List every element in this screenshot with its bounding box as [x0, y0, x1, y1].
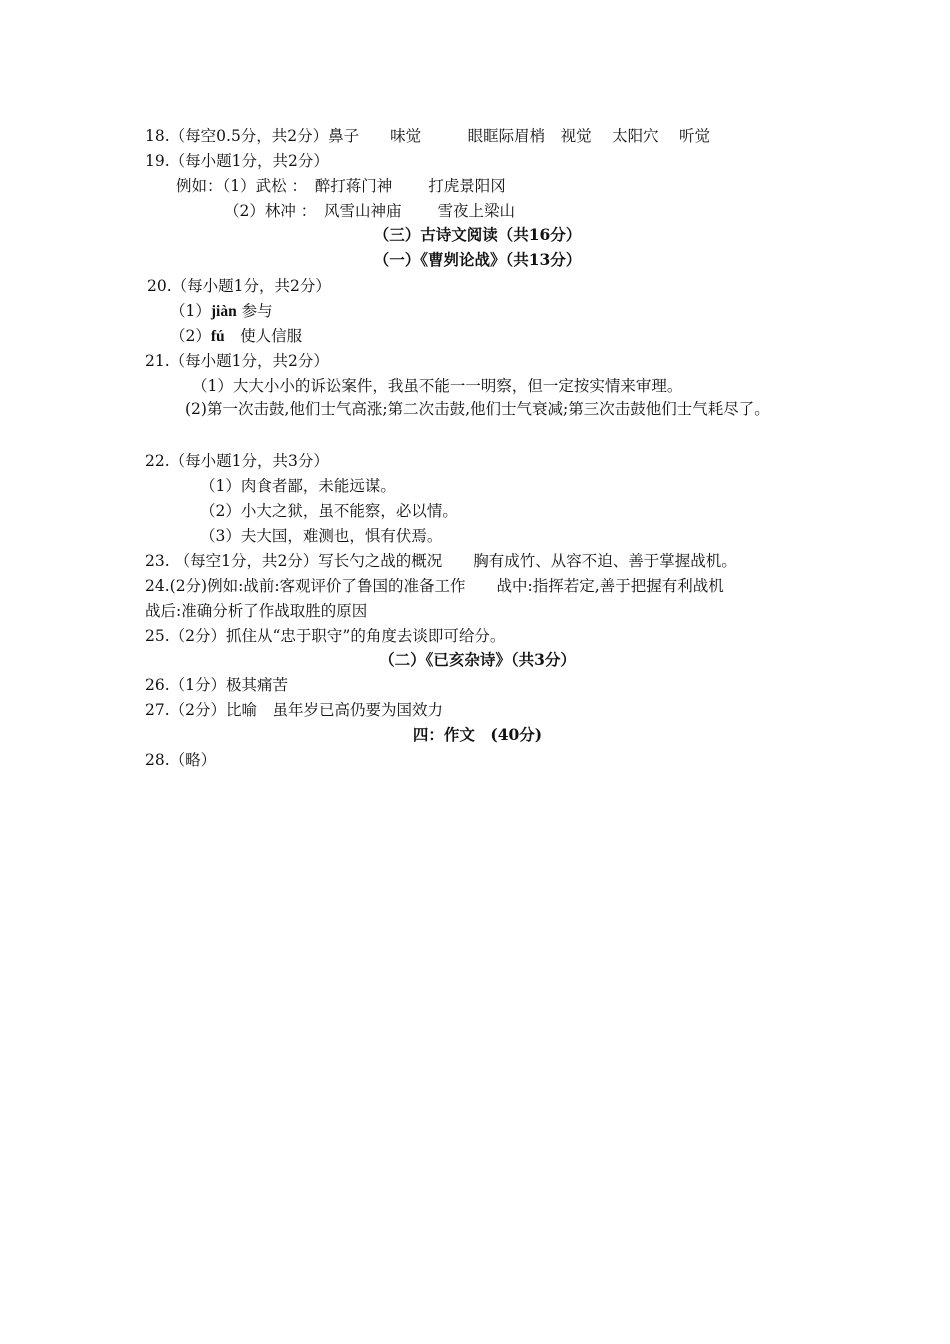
q24-line-2: 战后:准确分析了作战取胜的原因 [145, 602, 368, 620]
subsection-2-title: （二）《已亥杂诗》（共3分） [379, 650, 576, 669]
q18-line: 18.（每空0.5分，共2分）鼻子 味觉 眼眶际眉梢 视觉 太阳穴 听觉 [145, 127, 711, 145]
q19-answer-2: （2）林冲 ： 风雪山神庙 雪夜上梁山 [224, 202, 515, 220]
q22-answer-2: （2）小大之狱，虽不能察，必以情。 [200, 502, 458, 520]
q20-a2-text: 使人信服 [224, 327, 303, 345]
q25-line: 25.（2分）抓住从“忠于职守”的角度去谈即可给分。 [145, 627, 506, 645]
q21-answer-1: （1）大大小小的诉讼案件，我虽不能一一明察，但一定按实情来审理。 [192, 377, 683, 395]
q22-heading: 22.（每小题1分，共3分） [145, 452, 329, 470]
q19-heading: 19.（每小题1分，共2分） [145, 152, 329, 170]
q21-answer-2: (2)第一次击鼓,他们士气高涨;第二次击鼓,他们士气衰减;第三次击鼓他们士气耗尽了。 [185, 400, 770, 418]
q24-line-1: 24.(2分)例如:战前:客观评价了鲁国的准备工作 战中:指挥若定,善于把握有利战机 [145, 577, 724, 595]
q28-line: 28.（略） [145, 751, 217, 769]
q20-heading: 20.（每小题1分，共2分） [147, 277, 331, 295]
q20-a2-prefix: （2） [170, 327, 211, 345]
q21-heading: 21.（每小题1分，共2分） [145, 352, 329, 370]
q22-answer-1: （1）肉食者鄙，未能远谋。 [200, 477, 396, 495]
subsection-1-title: （一）《曹刿论战》（共13分） [373, 250, 582, 269]
q19-answer-1: 例如：（1）武松 ： 醉打蒋门神 打虎景阳冈 [176, 177, 506, 195]
q22-answer-3: （3）夫大国，难测也，惧有伏焉。 [200, 527, 443, 545]
q20-answer-1 [170, 301, 273, 322]
q20-a1-text: 参与 [236, 302, 273, 320]
q23-line: 23. （每空1分，共2分）写长勺之战的概况 胸有成竹、从容不迫、善于掌握战机。 [145, 552, 737, 570]
q27-line: 27.（2分）比喻 虽年岁已高仍要为国效力 [145, 701, 444, 719]
q20-a1-pinyin: jiàn [210, 303, 237, 320]
q20-a2-pinyin: fú [210, 328, 225, 345]
q26-line: 26.（1分）极其痛苦 [145, 676, 289, 694]
q20-answer-2 [170, 326, 302, 347]
q20-a1-prefix: （1） [170, 302, 211, 320]
section-3-title: （三）古诗文阅读（共16分） [373, 225, 582, 244]
section-4-title: 四：作文 (40分) [412, 725, 543, 744]
